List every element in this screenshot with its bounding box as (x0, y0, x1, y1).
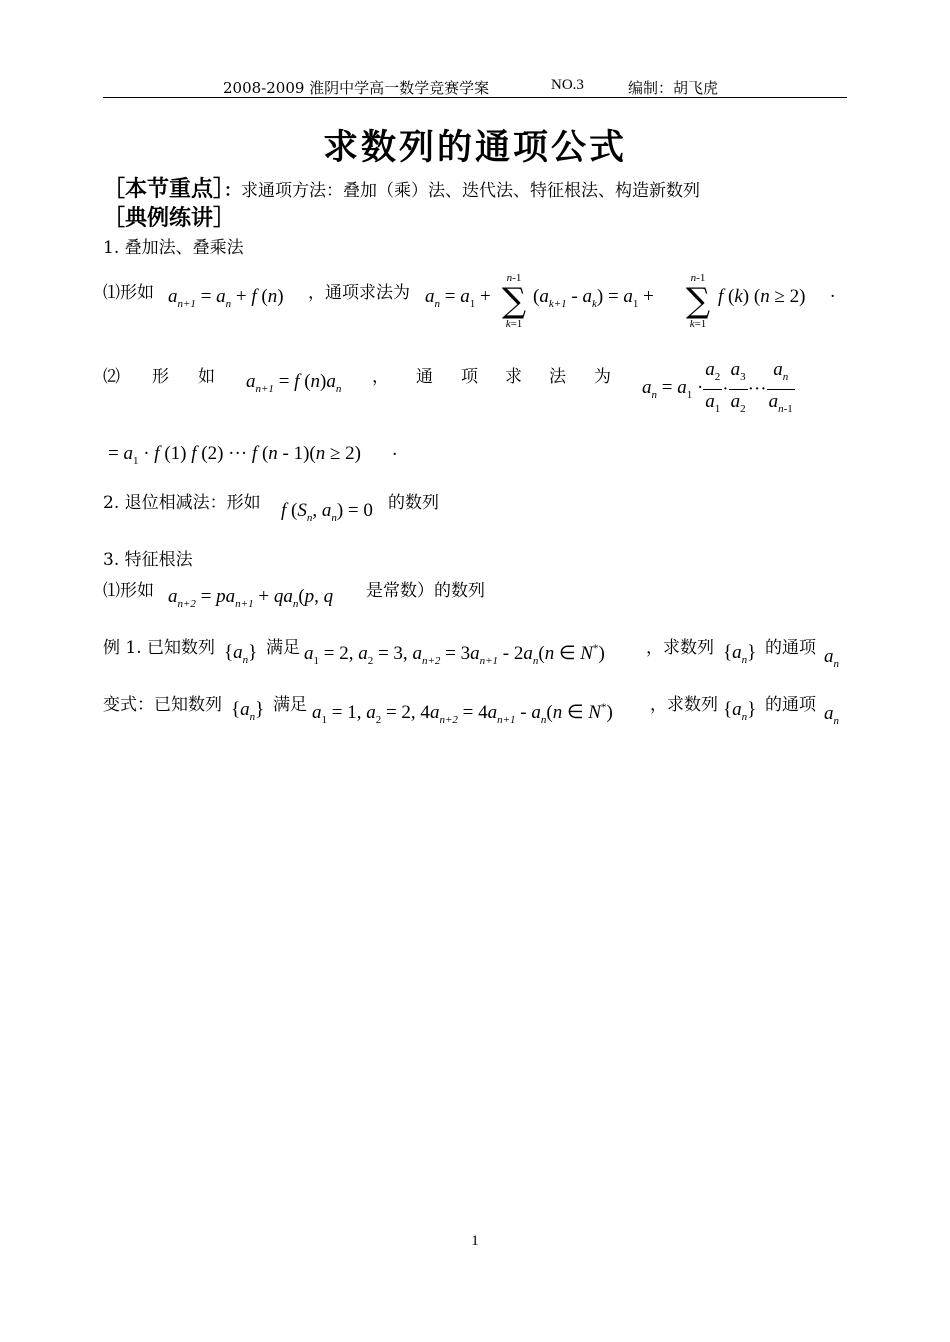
section-2-tail: 的数列 (388, 493, 439, 513)
s1-item2-text-2: 求 (505, 367, 522, 387)
formula-mult-product: $a_n = a_1$ · $\frac{a_2}{a_1}$ · $\frac{a_3}{a_2}$ ··· $\frac{a_n}{a_{n-1}}$ (642, 359, 793, 415)
variation-label: 变式：已知数列 (103, 695, 222, 715)
formula-mult-result: = $a_1 \cdot f$ (1) f (2) ··· f (n - 1)(n ≥ 2) (108, 443, 362, 467)
examples-label: ［典例练讲］ (103, 205, 236, 231)
section-2-heading: 2. 退位相减法：形如 (103, 493, 261, 513)
s3-item1-tail: 是常数）的数列 (366, 581, 485, 601)
example-1-ask: ，求数列 (646, 638, 714, 658)
var-seq-2: $\{a_n\}$ (723, 699, 757, 723)
s1-item2-form-1: 如 (198, 367, 215, 387)
s1-item2-num: ⑵ (103, 367, 120, 387)
formula-mult-recurrence: $a_{n+1} = f$ $(n)a_n$ (246, 371, 342, 395)
s1-item1-form-text: ，通项求法为 (308, 283, 410, 303)
s1-item2-comma: ， (372, 367, 389, 387)
s1-item1-num: ⑴ (103, 283, 120, 303)
focus-line (103, 172, 700, 203)
ex1-an: $a_n$ (824, 646, 839, 670)
s1-item2-text-3: 法 (549, 367, 566, 387)
variation-sat: 满足 (273, 695, 307, 715)
example-1-sat: 满足 (266, 638, 300, 658)
example-1-term: 的通项 (765, 638, 816, 658)
example-1-label: 例 1. 已知数列 (103, 638, 216, 658)
s3-item1-prefix (103, 576, 154, 601)
focus-label: ［本节重点］ (103, 176, 225, 202)
s3-item1-num: ⑴ (103, 581, 120, 601)
formula-add-sum-f: f (k) (n ≥ 2) (718, 286, 806, 307)
page-number: 1 (471, 1233, 479, 1249)
formula-add-recurrence: $a_{n+1} = a_n + f$ (n) (168, 286, 284, 310)
variation-term: 的通项 (765, 695, 816, 715)
s3-item1-form: 形如 (120, 581, 154, 601)
var-seq-1: $\{a_n\}$ (231, 699, 265, 723)
formula-char-recurrence: $a_{n+2} = pa_{n+1} + qa_n(p$, q (168, 586, 334, 610)
s1-item2-text-1: 项 (461, 367, 478, 387)
s1-item2-text-0: 通 (416, 367, 433, 387)
ex1-seq-2: $\{a_n\}$ (723, 642, 757, 666)
formula-add-left: $a_n = a_1$ + (425, 286, 491, 310)
s1-item2-end: . (392, 440, 398, 460)
focus-text: 求通项方法：叠加（乘）法、迭代法、特征根法、构造新数列 (241, 181, 701, 201)
section-1-heading: 1. 叠加法、叠乘法 (103, 238, 244, 258)
s1-item2-text-4: 为 (594, 367, 611, 387)
sum-symbol-1: n-1 ∑ k=1 (501, 272, 527, 330)
section-3-heading: 3. 特征根法 (103, 550, 193, 570)
sum-symbol-2: n-1 ∑ k=1 (685, 272, 711, 330)
ex1-seq-1: $\{a_n\}$ (224, 642, 258, 666)
formula-add-sum-term: $(a_{k+1} - a_k) = a_1$ + (533, 286, 654, 310)
page-title: 求数列的通项公式 (322, 127, 627, 168)
variation-ask: ，求数列 (650, 695, 718, 715)
formula-subtract: f ($S_n$, $a_n) = 0$ (281, 500, 373, 524)
s1-item1-form: 形如 (120, 283, 154, 303)
s1-item1-prefix (103, 278, 154, 303)
s1-item1-end: . (830, 282, 836, 302)
var-an: $a_n$ (824, 703, 839, 727)
header-editor: 编制：胡飞虎 (628, 79, 719, 97)
ex1-formula: $a_1 = 2$, $a_2 = 3$, $a_{n+2} = 3a_{n+1} - 2a_n(n$ ∈ N*) (304, 642, 605, 667)
header-school: 2008-2009 淮阴中学高一数学竞赛学案 (223, 79, 490, 97)
focus-colon: ： (224, 181, 242, 201)
header-number: NO.3 (551, 77, 584, 93)
s1-item2-form-0: 形 (152, 367, 169, 387)
header-rule (103, 97, 847, 98)
var-formula: $a_1 = 1$, $a_2 = 2$, $4a_{n+2} = 4a_{n+1} - a_n(n$ ∈ N*) (312, 701, 613, 726)
